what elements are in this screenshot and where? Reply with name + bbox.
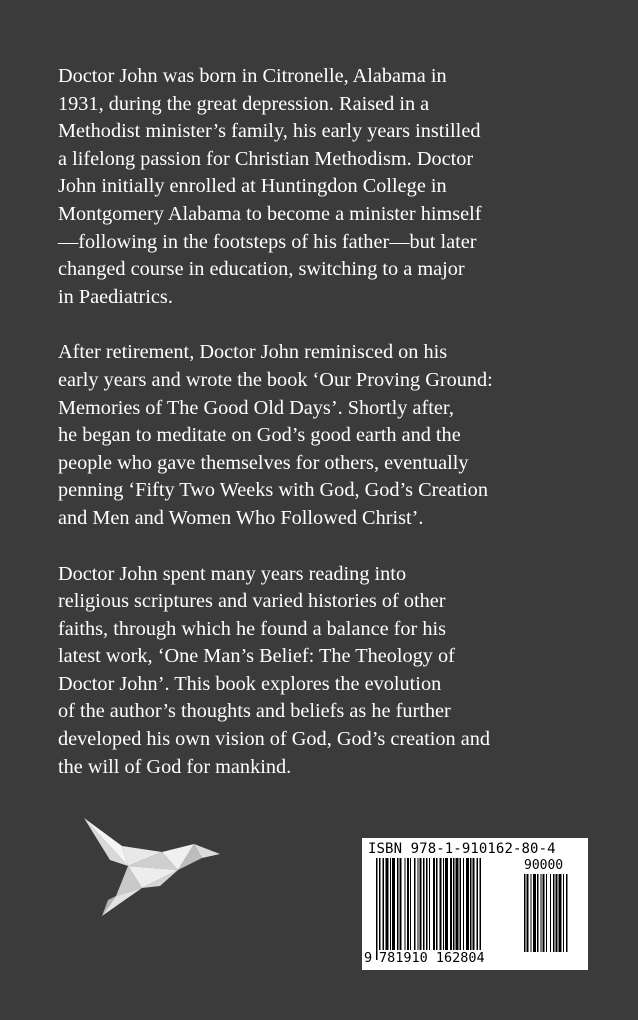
blurb-line: and Men and Women Who Followed Christ’. [58,506,424,529]
barcode-bar [527,874,529,952]
barcode-bar [453,858,455,950]
barcode-bar [524,874,526,952]
blurb-line: —following in the footsteps of his father—but later [58,230,477,253]
barcode-bar [541,874,542,952]
addon-barcode-bars [522,874,578,962]
blurb-line: Methodist minister’s family, his early years instilled [58,120,481,143]
blurb-line: Doctor John was born in Citronelle, Alabama in [58,65,447,87]
barcode-bar [429,858,430,950]
barcode-bar [397,858,399,950]
barcode-bar [407,858,409,950]
blurb-line: Memories of The Good Old Days’. Shortly after, [58,396,454,419]
barcode-bar [543,874,545,952]
blurb-line: religious scriptures and varied histories of other [58,590,446,613]
blurb-line: latest work, ‘One Man’s Belief: The Theology of [58,645,455,668]
barcode-bar [436,858,438,950]
barcode-bar [550,874,551,952]
barcode-bar [383,858,385,950]
barcode-bar [405,858,406,950]
barcode-bar [559,874,562,952]
blurb-line: the will of God for mankind. [58,755,292,778]
barcode-bar [418,858,419,950]
origami-dove-icon [82,818,224,918]
blurb-line: Doctor John’. This book explores the evolution [58,672,442,695]
barcode-bar [445,858,448,950]
barcode-bar [460,858,462,950]
blurb-line: 1931, during the great depression. Raised in a [58,92,430,115]
blurb-paragraph-1 [58,63,598,311]
barcode-bar [480,858,482,960]
barcode-digit-groups: 781910 162804 [379,950,485,966]
isbn-barcode [362,838,588,970]
barcode-bar [553,874,555,952]
barcode-bars [362,858,510,960]
barcode-bar [379,858,381,960]
barcode-bar [410,858,411,950]
blurb-line: in Paediatrics. [58,285,173,308]
barcode-bar [376,858,378,960]
blurb-line: After retirement, Doctor John reminisced on his [58,341,448,364]
barcode-bar [440,858,442,950]
price-code: 90000 [524,858,564,873]
blurb-text [58,63,598,809]
barcode-bar [426,858,428,960]
barcode-bar [477,858,479,960]
barcode-bar [463,858,464,950]
blurb-line: he began to meditate on God’s good earth and the [58,424,461,447]
barcode-bar [414,858,416,950]
blurb-line: Doctor John spent many years reading into [58,562,407,585]
barcode-first-digit: 9 [364,950,373,966]
barcode-bar [386,858,389,950]
barcode-bar [423,858,425,960]
barcode-bar [400,858,402,950]
barcode-bar [531,874,532,952]
barcode-bar [433,858,435,950]
barcode-bar [566,874,568,952]
barcode-bar [537,874,539,952]
blurb-line: early years and wrote the book ‘Our Proving Ground: [58,368,493,391]
barcode-bar [420,858,422,950]
blurb-line: penning ‘Fifty Two Weeks with God, God’s Creation [58,479,488,502]
barcode-bar [470,858,472,950]
barcode-bar [390,858,391,950]
blurb-line: of the author’s thoughts and beliefs as he further [58,700,451,723]
barcode-bar [563,874,564,952]
barcode-bar [556,874,558,952]
blurb-line: a lifelong passion for Christian Methodism. Doctor [58,147,474,170]
barcode-bar [533,874,536,952]
blurb-line: Montgomery Alabama to become a minister himself [58,202,482,225]
blurb-line: people who gave themselves for others, eventually [58,451,469,474]
blurb-line: developed his own vision of God, God’s creation and [58,728,491,751]
blurb-paragraph-2 [58,339,598,532]
barcode-bar [443,858,444,950]
blurb-paragraph-3 [58,561,598,782]
blurb-line: changed course in education, switching to a major [58,258,465,281]
barcode-bar [450,858,452,950]
barcode-bar [473,858,475,950]
barcode-bar [392,858,395,950]
blurb-line: John initially enrolled at Huntingdon College in [58,175,447,198]
barcode-bar [466,858,469,950]
barcode-bar [456,858,459,950]
barcode-bar [546,874,547,952]
isbn-label: ISBN 978-1-910162-80-4 [368,841,556,857]
blurb-line: faiths, through which he found a balance for his [58,617,447,640]
